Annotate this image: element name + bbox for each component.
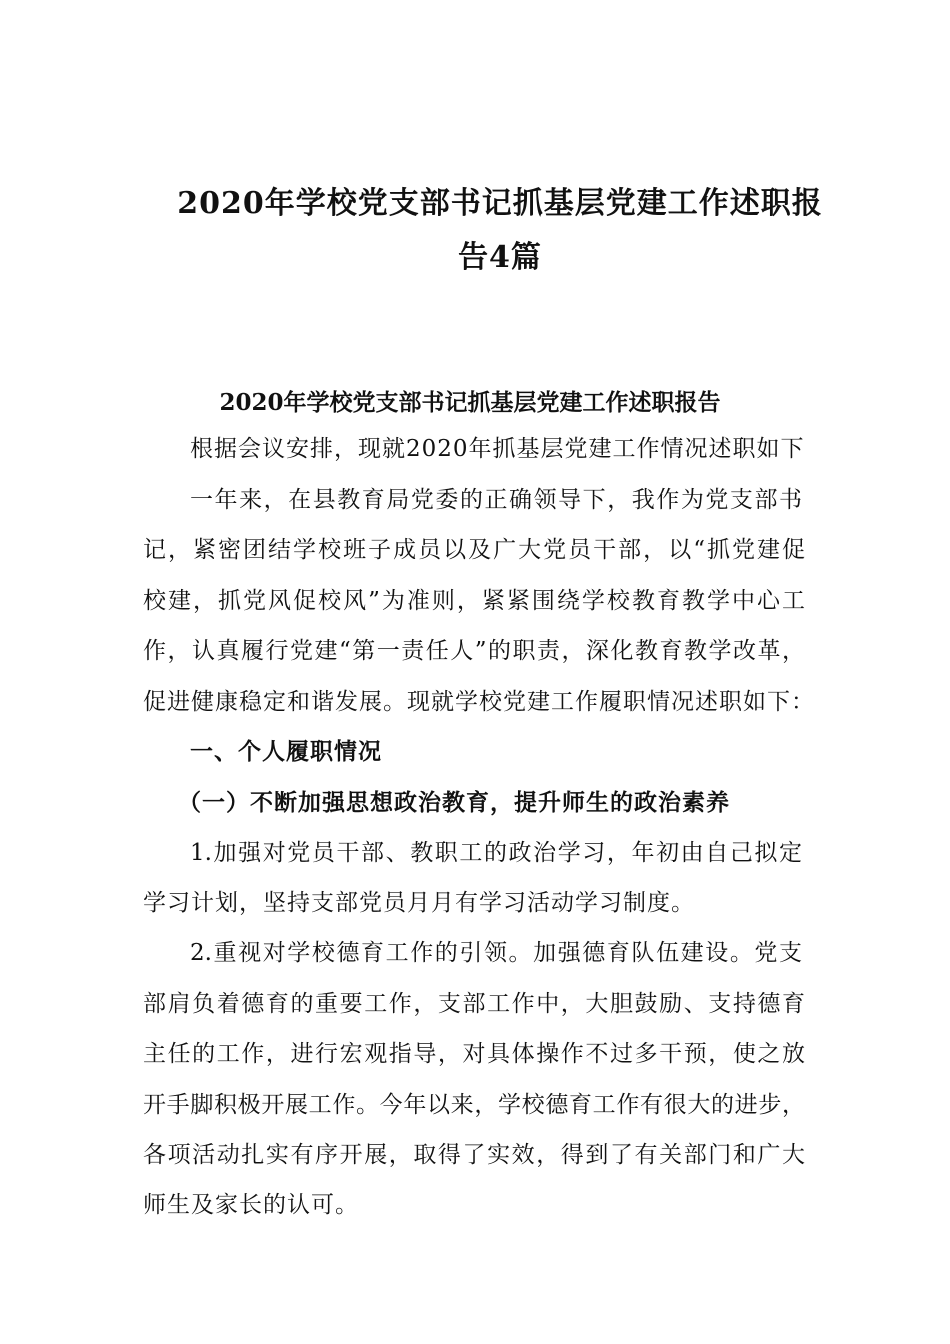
paragraph-line: 记，紧密团结学校班子成员以及广大党员干部，以“抓党建促: [143, 537, 805, 563]
paragraph-line: 一年来，在县教育局党委的正确领导下，我作为党支部书: [190, 487, 802, 513]
paragraph-line: 校建，抓党风促校风”为准则，紧紧围绕学校教育教学中心工: [143, 588, 805, 614]
paragraph-line: 1.加强对党员干部、教职工的政治学习，年初由自己拟定: [190, 840, 802, 866]
paragraph-line: 2.重视对学校德育工作的引领。加强德育队伍建设。党支: [190, 940, 802, 966]
paragraph-line: 主任的工作，进行宏观指导，对具体操作不过多干预，使之放: [143, 1041, 805, 1067]
paragraph-line: 作，认真履行党建“第一责任人”的职责，深化教育教学改革，: [143, 638, 805, 664]
paragraph-line: 开手脚积极开展工作。今年以来，学校德育工作有很大的进步，: [143, 1092, 805, 1118]
paragraph-line: 促进健康稳定和谐发展。现就学校党建工作履职情况述职如下：: [143, 689, 815, 715]
heading-level-2: （一）不断加强思想政治教育，提升师生的政治素养: [178, 789, 730, 816]
paragraph-line: 部肩负着德育的重要工作，支部工作中，大胆鼓励、支持德育: [143, 991, 805, 1017]
paragraph-line: 各项活动扎实有序开展，取得了实效，得到了有关部门和广大: [143, 1142, 805, 1168]
document-title-line-2: 告4篇: [458, 240, 542, 275]
document-title-line-1: 2020年学校党支部书记抓基层党建工作述职报: [177, 186, 823, 221]
section-title: 2020年学校党支部书记抓基层党建工作述职报告: [219, 389, 721, 416]
paragraph-line: 根据会议安排，现就2020年抓基层党建工作情况述职如下: [190, 436, 805, 462]
paragraph-line: 师生及家长的认可。: [143, 1192, 359, 1218]
paragraph-line: 学习计划，坚持支部党员月月有学习活动学习制度。: [143, 890, 695, 916]
heading-level-1: 一、个人履职情况: [190, 738, 382, 765]
